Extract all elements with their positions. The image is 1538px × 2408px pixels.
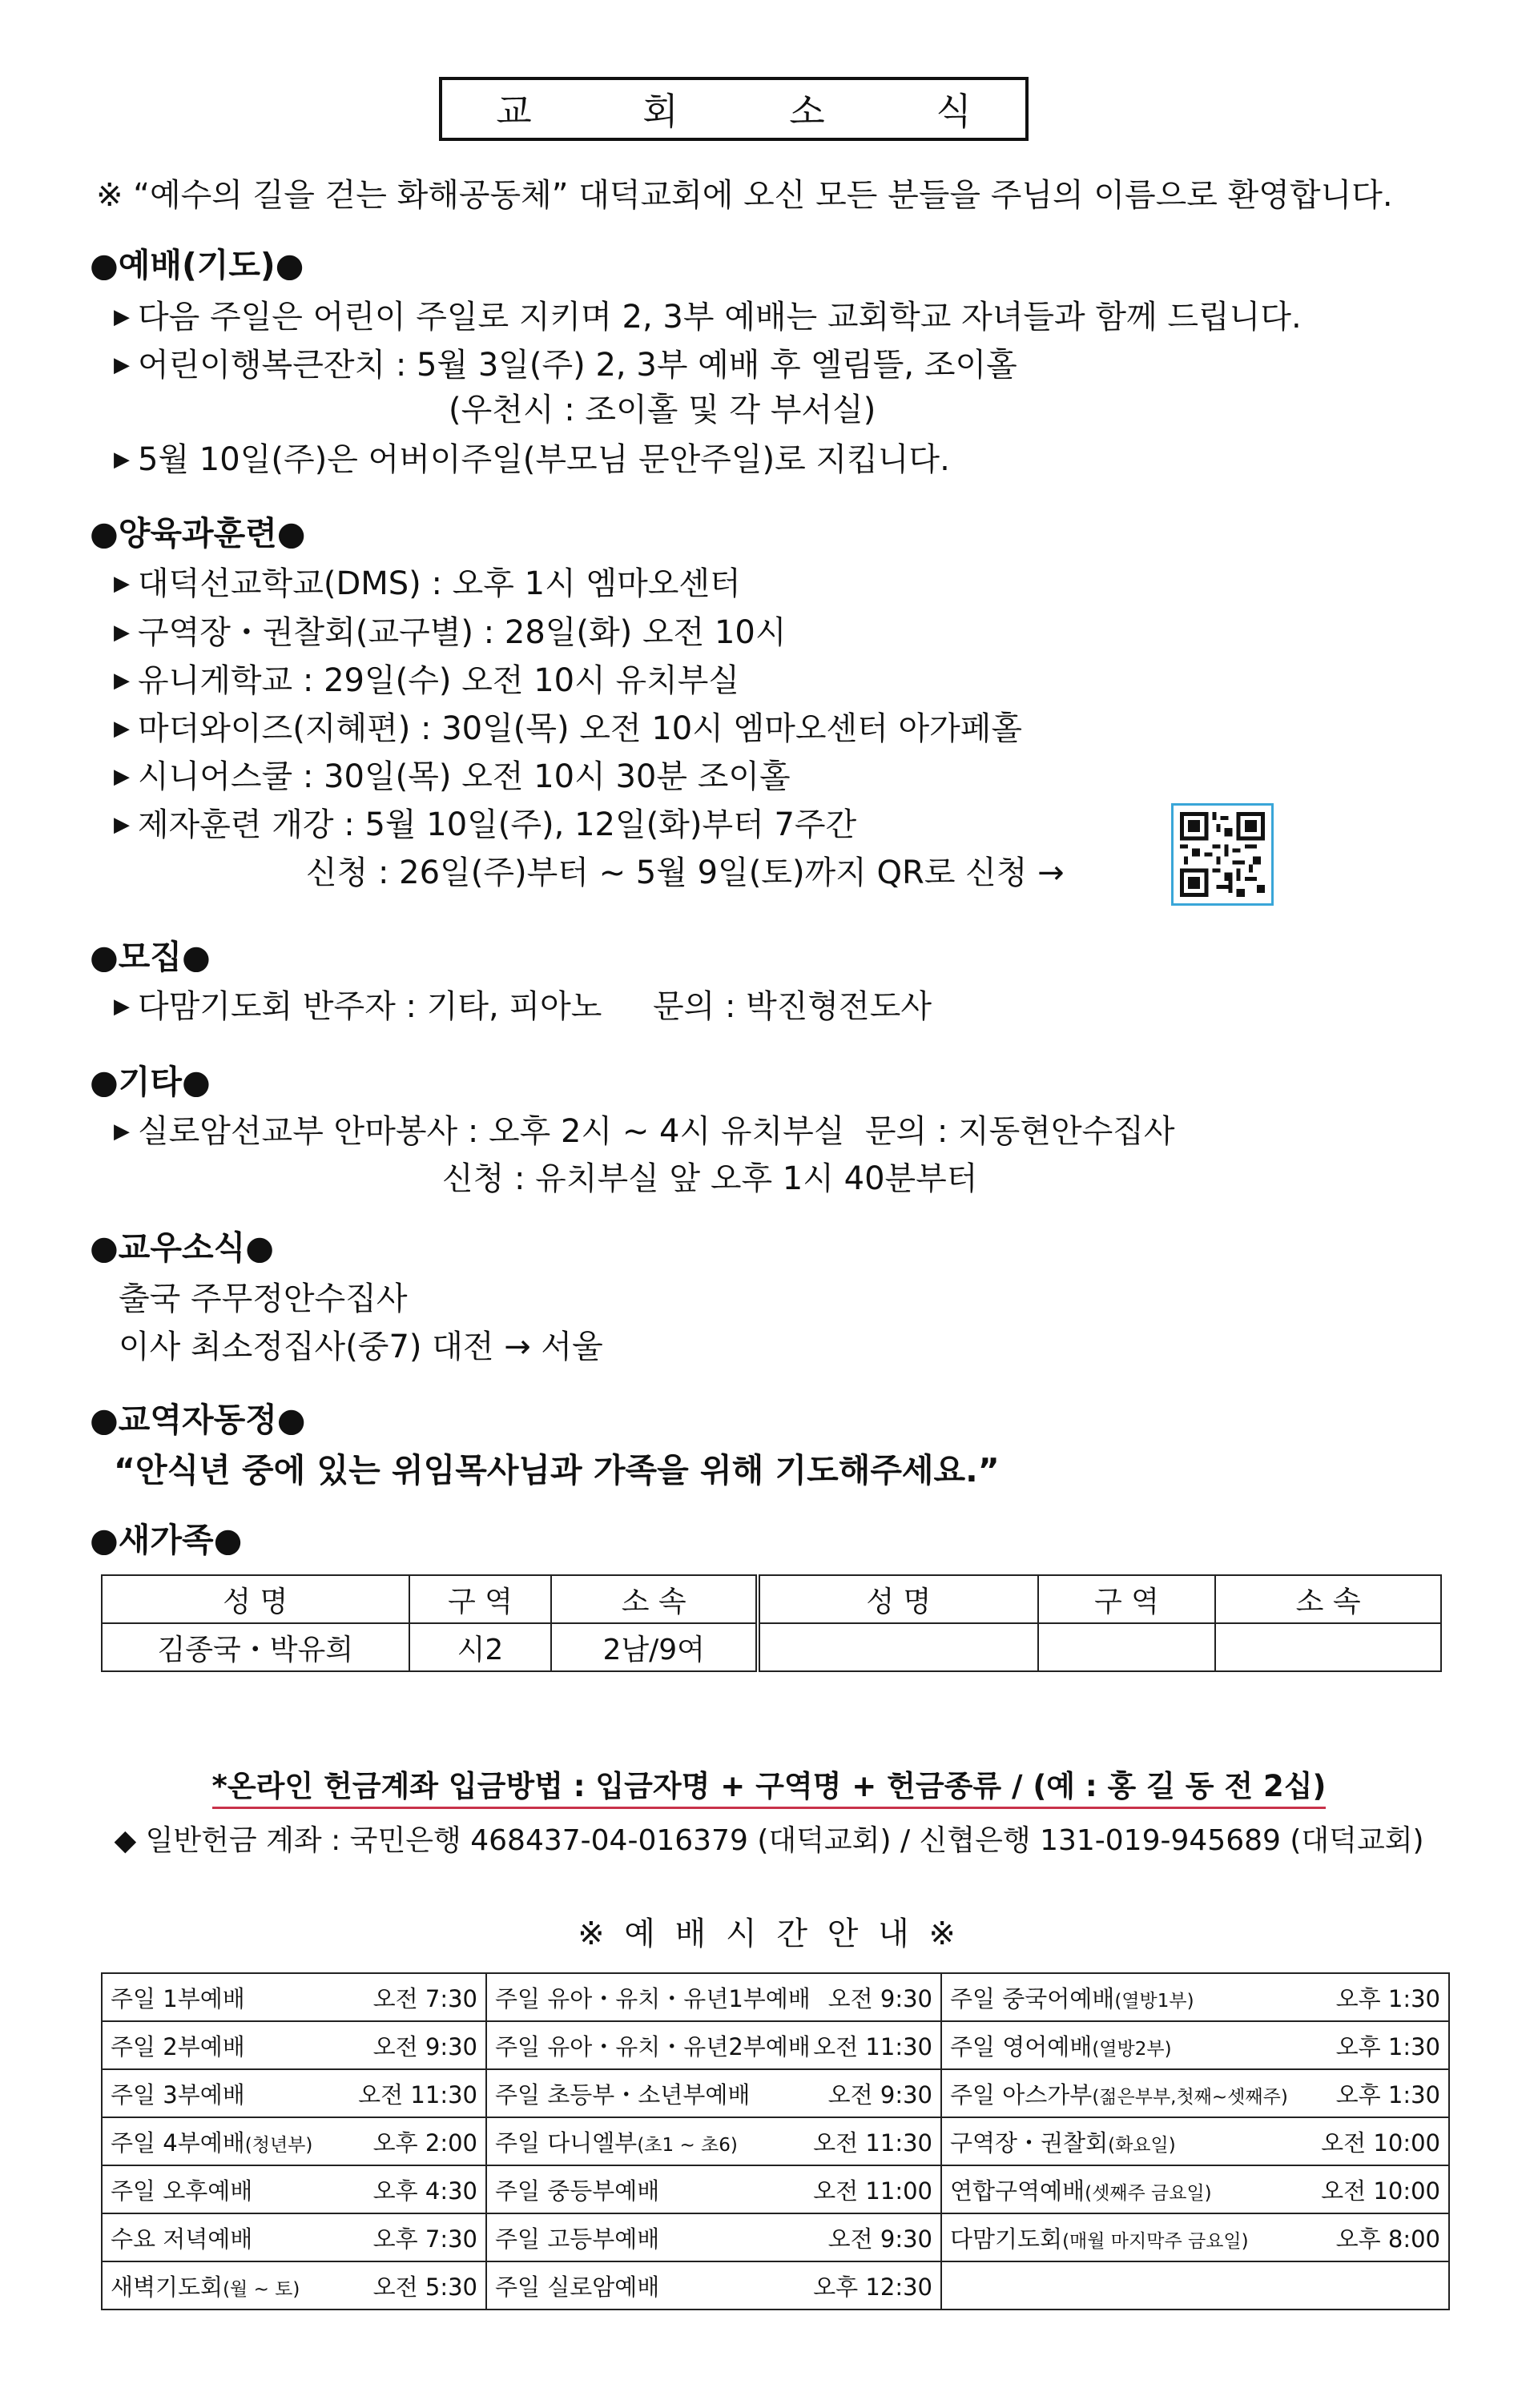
- list-item: ▶ 다맘기도회 반주자 : 기타, 피아노 문의 : 박진형전도사: [114, 988, 932, 1025]
- service-time: 오전 11:30: [358, 2080, 477, 2109]
- offering-account-info: ◆ 일반헌금 계좌 : 국민은행 468437-04-016379 (대덕교회) / 신협은행 131-019-945689 (대덕교회): [114, 1824, 1424, 1857]
- service-name: 주일 중등부예배: [495, 2177, 660, 2205]
- service-time: 오전 10:00: [1321, 2129, 1440, 2157]
- service-name: 주일 2부예배: [111, 2032, 245, 2060]
- service-time: 오전 9:30: [827, 2225, 932, 2253]
- service-note: (화요일): [1108, 2134, 1176, 2156]
- page-title: 교 회 소 식: [496, 90, 1021, 133]
- service-note: (초1 ~ 초6): [637, 2134, 738, 2156]
- schedule-cell: [102, 2213, 486, 2261]
- schedule-cell: [486, 1973, 941, 2021]
- column-header: 구 역: [1038, 1575, 1216, 1623]
- service-time: 오후 1:30: [1335, 2032, 1440, 2060]
- service-time: 오전 7:30: [372, 1984, 477, 2012]
- table-row: [102, 2021, 1449, 2069]
- table-row: [102, 1973, 1449, 2021]
- service-name: 주일 유아・유치・유년2부예배: [495, 2032, 811, 2060]
- service-name: 주일 유아・유치・유년1부예배: [495, 1984, 811, 2012]
- column-header: 구 역: [409, 1575, 552, 1623]
- service-time: 오전 11:00: [813, 2177, 932, 2205]
- triangle-bullet-icon: ▶: [114, 353, 130, 377]
- triangle-bullet-icon: ▶: [114, 669, 130, 693]
- service-name: 다맘기도회: [950, 2225, 1063, 2253]
- table-cell: 2남/9여: [551, 1623, 758, 1671]
- schedule-cell: [941, 2117, 1449, 2165]
- qr-code-icon[interactable]: [1171, 803, 1274, 906]
- table-row: [102, 2165, 1449, 2213]
- table-row: [102, 2213, 1449, 2261]
- triangle-bullet-icon: ▶: [114, 717, 130, 741]
- list-item: ▶ 대덕선교학교(DMS) : 오후 1시 엠마오센터: [114, 565, 741, 602]
- service-name: 주일 4부예배: [111, 2129, 245, 2157]
- section-heading-worship: ●예배(기도)●: [90, 246, 304, 284]
- service-name: 주일 초등부・소년부예배: [495, 2080, 751, 2109]
- section-heading-ministers: ●교역자동정●: [90, 1401, 306, 1439]
- qr-code-graphic: [1180, 812, 1265, 897]
- triangle-bullet-icon: ▶: [114, 995, 130, 1019]
- triangle-bullet-icon: ▶: [114, 621, 130, 645]
- service-name: 주일 다니엘부: [495, 2129, 638, 2157]
- service-note: (청년부): [244, 2134, 313, 2156]
- column-header: 성 명: [102, 1575, 409, 1623]
- schedule-cell: [486, 2021, 941, 2069]
- service-time: 오후 7:30: [372, 2225, 477, 2253]
- schedule-cell: [486, 2117, 941, 2165]
- service-time: 오전 9:30: [827, 1984, 932, 2012]
- service-name: 주일 실로암예배: [495, 2273, 660, 2301]
- service-time: 오전 10:00: [1321, 2177, 1440, 2205]
- service-time: 오후 1:30: [1335, 2080, 1440, 2109]
- schedule-cell: [102, 2069, 486, 2117]
- triangle-bullet-icon: ▶: [114, 305, 130, 329]
- schedule-cell: [941, 2021, 1449, 2069]
- list-item: ▶ 어린이행복큰잔치 : 5월 3일(주) 2, 3부 예배 후 엘림뜰, 조이홀: [114, 347, 1017, 384]
- list-item: ▶ 구역장・권찰회(교구별) : 28일(화) 오전 10시: [114, 614, 787, 651]
- table-cell: 시2: [409, 1623, 552, 1671]
- triangle-bullet-icon: ▶: [114, 813, 130, 837]
- column-header: 소 속: [1215, 1575, 1441, 1623]
- service-time: 오전 5:30: [372, 2273, 477, 2301]
- section-heading-etc: ●기타●: [90, 1063, 211, 1101]
- schedule-cell: [486, 2165, 941, 2213]
- service-name: 주일 고등부예배: [495, 2225, 660, 2253]
- schedule-cell: [102, 1973, 486, 2021]
- section-heading-training: ●양육과훈련●: [90, 514, 306, 553]
- members-news-line: 출국 주무정안수집사: [119, 1280, 408, 1317]
- table-cell: [1215, 1623, 1441, 1671]
- service-time: 오후 8:00: [1335, 2225, 1440, 2253]
- table-row: [102, 1623, 1441, 1671]
- schedule-cell: [941, 2069, 1449, 2117]
- members-news-line: 이사 최소정집사(중7) 대전 → 서울: [119, 1329, 603, 1365]
- page-title-box: [439, 77, 1029, 141]
- new-family-table: [101, 1574, 1442, 1672]
- triangle-bullet-icon: ▶: [114, 572, 130, 596]
- section-heading-newfamily: ●새가족●: [90, 1521, 243, 1559]
- list-item: ▶ 5월 10일(주)은 어버이주일(부모님 문안주일)로 지킵니다.: [114, 441, 950, 478]
- service-note: (셋째주 금요일): [1085, 2182, 1212, 2204]
- table-cell: [758, 1623, 1038, 1671]
- service-time: 오전 11:30: [813, 2129, 932, 2157]
- ministers-quote: “안식년 중에 있는 위임목사님과 가족을 위해 기도해주세요.”: [114, 1451, 1000, 1489]
- list-item: ▶ 마더와이즈(지혜편) : 30일(목) 오전 10시 엠마오센터 아가페홀: [114, 710, 1023, 747]
- list-item: ▶ 시니어스쿨 : 30일(목) 오전 10시 30분 조이홀: [114, 758, 791, 795]
- service-name: 주일 1부예배: [111, 1984, 245, 2012]
- service-time: 오후 1:30: [1335, 1984, 1440, 2012]
- list-item: ▶ 실로암선교부 안마봉사 : 오후 2시 ~ 4시 유치부실 문의 : 지동현안수집사: [114, 1113, 1175, 1150]
- schedule-cell: [486, 2069, 941, 2117]
- service-time: 오후 12:30: [813, 2273, 932, 2301]
- list-item-continuation: (우천시 : 조이홀 및 각 부서실): [449, 392, 876, 428]
- service-time: 오후 4:30: [372, 2177, 477, 2205]
- service-name: 수요 저녁예배: [111, 2225, 253, 2253]
- schedule-cell: [941, 1973, 1449, 2021]
- service-name: 연합구역예배: [950, 2177, 1085, 2205]
- worship-schedule-table: [101, 1972, 1450, 2310]
- column-header: 소 속: [551, 1575, 758, 1623]
- service-note: (열방2부): [1092, 2038, 1172, 2060]
- welcome-message: ※ “예수의 길을 걷는 화해공동체” 대덕교회에 오신 모든 분들을 주님의 이름으로 환영합니다.: [96, 177, 1393, 214]
- service-name: 새벽기도회: [111, 2273, 223, 2301]
- service-note: (열방1부): [1114, 1990, 1194, 2012]
- service-name: 주일 아스가부: [950, 2080, 1093, 2109]
- service-time: 오전 11:30: [813, 2032, 932, 2060]
- triangle-bullet-icon: ▶: [114, 448, 130, 472]
- schedule-cell: [102, 2261, 486, 2310]
- table-row: [102, 2117, 1449, 2165]
- schedule-cell: [486, 2213, 941, 2261]
- table-cell: 김종국・박유희: [102, 1623, 409, 1671]
- service-name: 주일 중국어예배: [950, 1984, 1115, 2012]
- service-time: 오후 2:00: [372, 2129, 477, 2157]
- online-offering-notice: *온라인 헌금계좌 입금방법 : 입금자명 + 구역명 + 헌금종류 / (예 : 홍 길 동 전 2십): [0, 1762, 1538, 1805]
- table-row: [102, 2069, 1449, 2117]
- table-header-row: [102, 1575, 1441, 1623]
- schedule-cell: [102, 2117, 486, 2165]
- service-name: 주일 오후예배: [111, 2177, 253, 2205]
- worship-schedule-title: ※ 예 배 시 간 안 내 ※: [578, 1916, 960, 1952]
- service-name: 구역장・권찰회: [950, 2129, 1109, 2157]
- table-row: [102, 2261, 1449, 2310]
- schedule-cell: [941, 2213, 1449, 2261]
- triangle-bullet-icon: ▶: [114, 765, 130, 789]
- service-note: (젊은부부,첫째~셋째주): [1092, 2086, 1288, 2108]
- list-item: ▶ 유니게학교 : 29일(수) 오전 10시 유치부실: [114, 662, 740, 699]
- service-note: (월 ~ 토): [223, 2278, 300, 2300]
- section-heading-members: ●교우소식●: [90, 1228, 274, 1267]
- list-item-continuation: 신청 : 26일(주)부터 ~ 5월 9일(토)까지 QR로 신청 →: [306, 854, 1065, 891]
- service-time: 오전 9:30: [372, 2032, 477, 2060]
- list-item: ▶ 제자훈련 개강 : 5월 10일(주), 12일(화)부터 7주간: [114, 806, 857, 843]
- service-note: (매월 마지막주 금요일): [1062, 2230, 1249, 2252]
- section-heading-recruit: ●모집●: [90, 938, 211, 976]
- list-item: ▶ 다음 주일은 어린이 주일로 지키며 2, 3부 예배는 교회학교 자녀들과 함께 드립니다.: [114, 299, 1302, 336]
- service-time: 오전 9:30: [827, 2080, 932, 2109]
- schedule-cell: [941, 2165, 1449, 2213]
- column-header: 성 명: [758, 1575, 1038, 1623]
- schedule-cell: [486, 2261, 941, 2310]
- schedule-cell: [102, 2165, 486, 2213]
- triangle-bullet-icon: ▶: [114, 1120, 130, 1144]
- list-item-continuation: 신청 : 유치부실 앞 오후 1시 40분부터: [442, 1160, 978, 1197]
- schedule-cell: [102, 2021, 486, 2069]
- service-name: 주일 3부예배: [111, 2080, 245, 2109]
- schedule-cell: [941, 2261, 1449, 2310]
- service-name: 주일 영어예배: [950, 2032, 1093, 2060]
- table-cell: [1038, 1623, 1216, 1671]
